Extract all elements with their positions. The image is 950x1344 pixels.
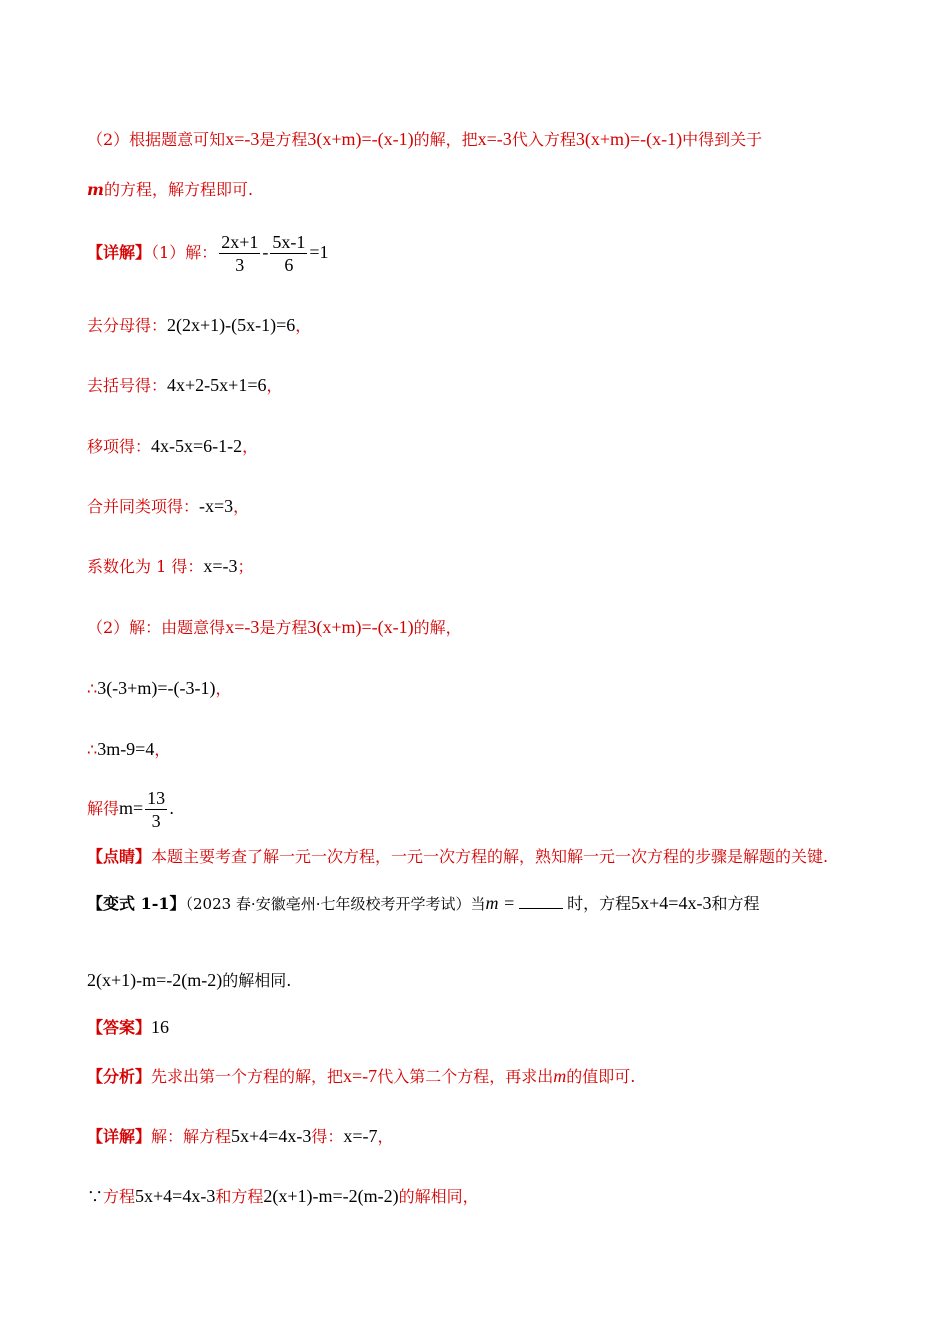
punctuation: . xyxy=(169,799,175,818)
punctuation: ； xyxy=(237,557,254,576)
step-transpose xyxy=(87,434,258,459)
step-label: 解得 xyxy=(87,799,120,818)
equation-first: 5x+4=4x-3 xyxy=(135,1186,216,1206)
detail3-line2 xyxy=(87,1184,479,1209)
comment-line xyxy=(87,845,828,869)
step-equation: 3(-3+m)=-(-3-1) xyxy=(97,678,216,698)
detail2-prefix: （2）解：由题意得 xyxy=(87,618,226,637)
fraction-numerator: 13 xyxy=(147,788,166,808)
fraction-13-over-3 xyxy=(145,787,167,832)
text-fragment: 的解相同， xyxy=(398,1187,479,1206)
variant-line2 xyxy=(87,968,291,993)
punctuation: ， xyxy=(295,316,312,335)
step-label: 系数化为 1 得： xyxy=(87,557,204,576)
punctuation: ， xyxy=(154,740,171,759)
variant-source: （2023 春·安徽亳州·七年级校考开学考试）当 xyxy=(185,895,486,913)
step-remove-brackets xyxy=(87,373,282,398)
analysis-tag: 【分析】 xyxy=(87,1067,152,1086)
equation-x-eq-neg3: x=-3 xyxy=(477,129,512,149)
step-label: 去分母得： xyxy=(87,316,168,335)
punctuation: ， xyxy=(266,376,283,395)
equation-x-eq-neg7: x=-7 xyxy=(343,1126,378,1146)
text-fragment: 是方程 xyxy=(259,130,308,149)
equation-main: 3(x+m)=-(x-1) xyxy=(307,129,414,149)
answer-blank xyxy=(519,892,563,909)
punctuation: ， xyxy=(377,1127,394,1146)
answer-line xyxy=(87,1015,169,1040)
because-symbol: ∵ xyxy=(87,1187,104,1206)
text-fragment: 的解相同. xyxy=(222,971,292,990)
equation-main: 3(x+m)=-(x-1) xyxy=(307,617,414,637)
detail1-prefix: （1）解： xyxy=(151,243,218,262)
equation-second: 2(x+1)-m=-2(m-2) xyxy=(87,970,223,990)
text-fragment: 先求出第一个方程的解，把 xyxy=(151,1067,344,1086)
variant-line1 xyxy=(87,891,759,916)
punctuation: ， xyxy=(215,679,232,698)
fraction-2-denominator: 6 xyxy=(284,255,294,275)
text-fragment: 代入方程 xyxy=(511,130,576,149)
step-equation: x=-3 xyxy=(203,556,238,576)
comment-text: 本题主要考查了解一元一次方程，一元一次方程的解，熟知解一元一次方程的步骤是解题的关键. xyxy=(151,847,829,866)
therefore-symbol: ∴ xyxy=(87,679,98,698)
step-equation: 2(2x+1)-(5x-1)=6 xyxy=(167,315,296,335)
equation-first: 5x+4=4x-3 xyxy=(631,893,712,913)
detail-tag: 【详解】 xyxy=(87,243,152,262)
step-remove-denominator xyxy=(87,313,311,338)
detail-tag: 【详解】 xyxy=(87,1127,152,1146)
detail2-step2 xyxy=(87,737,170,762)
fraction-1 xyxy=(219,231,260,276)
analysis-part2-prefix: （2）根据题意可知 xyxy=(87,130,226,149)
punctuation: ， xyxy=(242,437,259,456)
step-equation: -x=3 xyxy=(199,496,234,516)
detail2-step1 xyxy=(87,676,231,701)
step-label: 合并同类项得： xyxy=(87,497,200,516)
text-fragment: 时，方程 xyxy=(567,894,632,913)
text-fragment: 的解， xyxy=(413,618,462,637)
detail3-line1 xyxy=(87,1124,394,1149)
equation-main: 3(x+m)=-(x-1) xyxy=(575,129,683,149)
step-label: 移项得： xyxy=(87,437,152,456)
step-label: 去括号得： xyxy=(87,376,168,395)
variable-m: m = xyxy=(485,893,516,913)
fraction-2 xyxy=(270,231,307,276)
text-fragment: 的解，把 xyxy=(413,130,478,149)
text-fragment: 和方程 xyxy=(215,1187,264,1206)
answer-tag: 【答案】 xyxy=(87,1018,152,1037)
step-equation: 3m-9=4 xyxy=(97,739,155,759)
rhs: =1 xyxy=(309,242,329,262)
step-coefficient-one xyxy=(87,554,254,579)
text-fragment: 的值即可. xyxy=(566,1067,636,1086)
analysis-line xyxy=(87,1064,635,1089)
text-fragment: 得： xyxy=(311,1127,344,1146)
equation-x-eq-neg7: x=-7 xyxy=(343,1066,378,1086)
comment-tag: 【点睛】 xyxy=(87,847,152,866)
m-equals: m= xyxy=(119,798,144,818)
variable-m: m xyxy=(87,180,104,199)
analysis-part2-line1 xyxy=(87,127,762,152)
variant-tag: 【变式 1-1】 xyxy=(87,894,186,913)
fraction-1-numerator: 2x+1 xyxy=(221,232,259,252)
minus-sign: - xyxy=(262,242,269,262)
text-fragment: 方程 xyxy=(103,1187,136,1206)
equation-second: 2(x+1)-m=-2(m-2) xyxy=(263,1186,399,1206)
step-combine-like-terms xyxy=(87,494,249,519)
text-fragment: 的方程，解方程即可. xyxy=(103,180,254,199)
text-fragment: 代入第二个方程，再求出 xyxy=(377,1067,554,1086)
detail2-header xyxy=(87,615,462,640)
step-equation: 4x-5x=6-1-2 xyxy=(151,436,243,456)
text-fragment: 中得到关于 xyxy=(682,130,763,149)
analysis-part2-line2 xyxy=(87,178,253,202)
text-fragment: 和方程 xyxy=(711,894,760,913)
fraction-denominator: 3 xyxy=(151,811,161,831)
therefore-symbol: ∴ xyxy=(87,740,98,759)
detail2-step3 xyxy=(87,784,174,833)
text-fragment: 是方程 xyxy=(259,618,308,637)
equation-x-eq-neg3: x=-3 xyxy=(225,617,260,637)
fraction-1-denominator: 3 xyxy=(235,255,245,275)
variable-m: m xyxy=(553,1066,567,1086)
equation-first: 5x+4=4x-3 xyxy=(231,1126,312,1146)
answer-value: 16 xyxy=(151,1017,170,1037)
text-fragment: 解：解方程 xyxy=(151,1127,232,1146)
step-equation: 4x+2-5x+1=6 xyxy=(167,375,267,395)
equation-x-eq-neg3: x=-3 xyxy=(225,129,260,149)
fraction-2-numerator: 5x-1 xyxy=(272,232,306,252)
punctuation: ， xyxy=(233,497,250,516)
detail1-header xyxy=(87,228,329,277)
